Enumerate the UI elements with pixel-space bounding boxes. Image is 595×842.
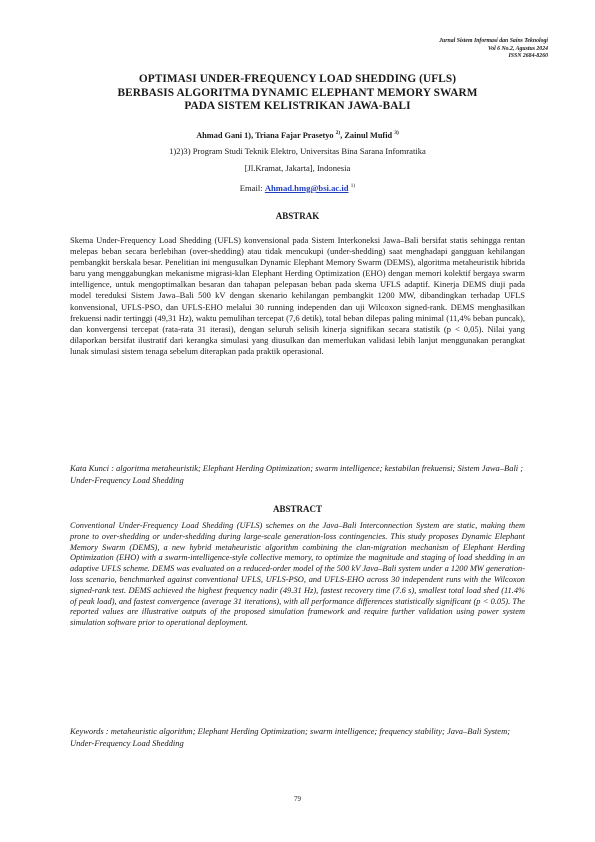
author-3: Zainul Mufid (344, 130, 393, 140)
title-line-3: PADA SISTEM KELISTRIKAN JAWA-BALI (184, 100, 411, 112)
author-list (40, 128, 555, 141)
author-separator: , (251, 130, 256, 140)
abstract-heading: ABSTRACT (272, 504, 322, 514)
email-label: Email: (239, 182, 265, 193)
author-2: Triana Fajar Prasetyo (255, 130, 334, 140)
affiliation-line: 1)2)3) Program Studi Teknik Elektro, Universitas Bina Sarana Infomratika (169, 146, 426, 156)
page-number: 79 (294, 795, 301, 803)
kata-kunci-list: algoritma metaheuristik; Elephant Herding Optimization; swarm intelligence; kestabilan frekuensi; Sistem Jawa–Bali ; Under-Frequency Load Shedding (70, 463, 524, 485)
kata-kunci (70, 462, 525, 486)
keywords (70, 725, 525, 749)
address-line: [Jl.Kramat, Jakarta], Indonesia (244, 163, 351, 173)
title-line-2: BERBASIS ALGORITMA DYNAMIC ELEPHANT MEMORY SWARM (117, 86, 478, 99)
author-2-marker: 2) (335, 130, 341, 136)
paper-title (40, 73, 555, 114)
email-marker: 1) (350, 183, 356, 189)
journal-issn: ISSN 2684-8260 (508, 53, 548, 60)
keywords-list: metaheuristic algorithm; Elephant Herding Optimization; swarm intelligence; frequency stability; Java–Bali System; Under-Frequency Load Shedding (70, 726, 511, 748)
author-1: Ahmad Gani 1) (196, 130, 252, 140)
journal-header (439, 38, 548, 61)
author-3-marker: 3) (394, 130, 399, 136)
abstrak-body: Skema Under-Frequency Load Shedding (UFLS) konvensional pada Sistem Interkoneksi Jawa–Bali bersifat statis sehingga rentan melepas beban secara berlebihan (over-shedding) atau tidak mencukupi (under-shedding) saat menghadapi gangguan kehilangan pembangkit berskala besar. Penelitian ini mengusulkan Dynamic Elephant Memory Swarm (DEMS), algoritma metaheuristik hibrida baru yang menggabungkan mekanisme migrasi-klan Elephant Herding Optimization (EHO) dengan memori kolektif bergaya swarm intelligence, untuk mengoptimalkan besaran dan tahapan pelepasan beban pada skema UFLS adaptif. Kinerja DEMS diuji pada model tereduksi Sistem Jawa–Bali 500 kV dengan skenario kehilangan pembangkit 1200 MW, dibandingkan terhadap UFLS konvensional, UFLS-PSO, dan UFLS-EHO melalui 30 running independen dan uji Wilcoxon signed-rank. DEMS menghasilkan frekuensi nadir tertinggi (49,31 Hz), waktu pemulihan tercepat (7,6 detik), total beban dilepas paling minimal (11,4% beban puncak), dan konvergensi tercepat (rata-rata 31 iterasi), dengan seluruh selisih kinerja signifikan secara statistik (p < 0,05). Nilai yang dilaporkan bersifat ilustratif dari kerangka simulasi yang diusulkan dan memerlukan validasi lebih lanjut menggunakan perangkat lunak simulasi sistem tenaga sebelum diterapkan pada praktik operasional. (70, 235, 525, 356)
kata-kunci-label: Kata Kunci : (70, 463, 117, 473)
journal-name: Jurnal Sistem Informasi dan Sains Teknologi (439, 38, 548, 44)
journal-volume: Vol 6 No.2, Agustus 2024 (487, 45, 548, 52)
author-separator: , (340, 130, 345, 140)
abstrak-heading: ABSTRAK (275, 211, 320, 221)
email-line (40, 181, 555, 194)
abstract-body: Conventional Under-Frequency Load Shedding (UFLS) schemes on the Java–Bali Interconnection System are static, making them prone to over-shedding or under-shedding during large-scale generation-loss contingencies. This study proposes Dynamic Elephant Memory Swarm (DEMS), a new hybrid metaheuristic algorithm combining the clan-migration mechanism of Elephant Herding Optimization (EHO) with a swarm-intelligence-style collective memory, to optimize the magnitude and staging of load shedding in an adaptive UFLS scheme. DEMS was evaluated on a reduced-order model of the 500 kV Java–Bali system under a 1200 MW generation-loss scenario, benchmarked against conventional UFLS, UFLS-PSO, and UFLS-EHO across 30 independent runs with the Wilcoxon signed-rank test. DEMS achieved the highest frequency nadir (49.31 Hz), fastest recovery time (7.6 s), smallest total load shed (11.4% of peak load), and fastest convergence (average 31 iterations), with all performance differences statistically significant (p < 0.05). The reported values are illustrative outputs of the proposed simulation framework and require further validation using power system simulation software prior to operational deployment. (70, 521, 525, 628)
title-line-1: OPTIMASI UNDER-FREQUENCY LOAD SHEDDING (UFLS) (138, 73, 457, 85)
keywords-label: Keywords : (70, 726, 111, 736)
email-link[interactable]: Ahmad.hmg@bsi.ac.id (264, 182, 349, 193)
